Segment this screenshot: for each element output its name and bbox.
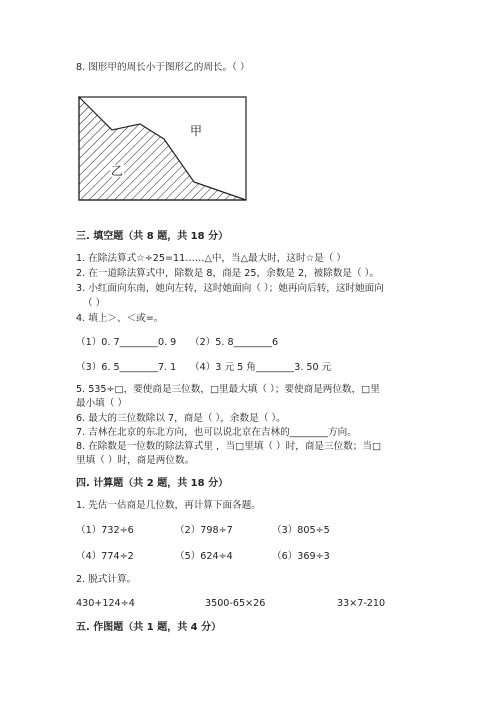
expression-item: 33×7-210 — [337, 598, 386, 609]
calc-q1-instruction: 1. 先估一估商是几位数，再计算下面各题。 — [76, 500, 261, 511]
compare-item: （1）0. 7________0. 9 — [76, 337, 177, 348]
fill-q8-cont: 里填（ ）时，商是两位数。 — [76, 455, 195, 466]
fill-q3-cont: （ ） — [83, 298, 106, 309]
calc-item: （6）369÷3 — [272, 551, 330, 562]
fill-q3: 3. 小红面向东南，她向左转，这时她面向（ ）；她再向后转，这时她面向 — [76, 283, 384, 294]
question-8-text: 8. 图形甲的周长小于图形乙的周长。（ ） — [76, 62, 250, 73]
calc-item: （2）798÷7 — [175, 525, 233, 536]
calc-item: （3）805÷5 — [272, 525, 330, 536]
expression-item: 3500-65×26 — [205, 598, 266, 609]
fill-q4: 4. 填上＞、＜或=。 — [76, 313, 164, 324]
fill-q1: 1. 在除法算式☆÷25=11……△中，当△最大时，这时☆是（ ） — [76, 253, 346, 264]
label-jia: 甲 — [190, 124, 203, 138]
shape-yi-hatched — [79, 97, 246, 200]
fill-q6: 6. 最大的三位数除以 7，商是（ ），余数是（ ）。 — [76, 413, 286, 424]
compare-item: （2）5. 8________6 — [190, 337, 279, 348]
calc-item: （5）624÷4 — [175, 551, 233, 562]
expression-item: 430+124÷4 — [76, 598, 135, 609]
fill-q2: 2. 在一道除法算式中，除数是 8，商是 25，余数是 2，被除数是（ ）。 — [76, 268, 380, 279]
fill-q8: 8. 在除数是一位数的除法算式里 ，当□里填（ ）时，商是三位数；当□ — [76, 441, 382, 452]
calc-item: （1）732÷6 — [76, 525, 134, 536]
compare-item: （4）3 元 5 角________3. 50 元 — [190, 362, 332, 373]
section-5-heading: 五. 作图题（共 1 题，共 4 分） — [76, 622, 222, 633]
calc-item: （4）774÷2 — [76, 551, 134, 562]
fill-q5: 5. 535÷□，要使商是三位数，□里最大填（ ）；要使商是两位数，□里 — [76, 384, 380, 395]
section-4-heading: 四. 计算题（共 2 题，共 18 分） — [76, 478, 229, 489]
compare-item: （3）6. 5________7. 1 — [76, 362, 177, 373]
fill-q5-cont: 最小填（ ） — [76, 398, 128, 409]
section-3-heading: 三. 填空题（共 8 题，共 18 分） — [76, 231, 229, 242]
fill-q7: 7. 吉林在北京的东北方向，也可以说北京在吉林的________方向。 — [76, 427, 357, 438]
label-yi: 乙 — [111, 164, 124, 178]
calc-q2-instruction: 2. 脱式计算。 — [76, 574, 137, 585]
